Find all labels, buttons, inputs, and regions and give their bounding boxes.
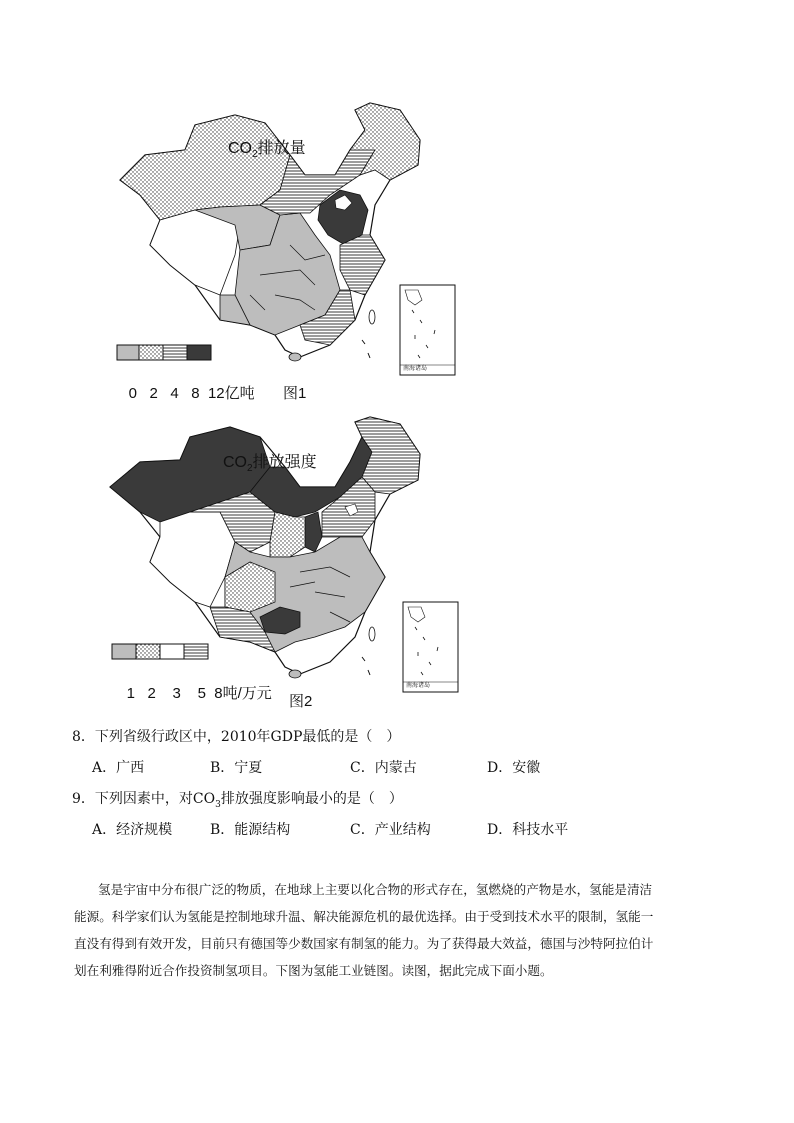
legend-box-2 <box>139 345 163 360</box>
legend-box-1 <box>117 345 139 360</box>
legend-tick-2: 4 <box>170 385 179 402</box>
passage-line-1: 氢是宇宙中分布很广泛的物质，在地球上主要以化合物的形式存在，氢燃烧的产物是水，氢能是清洁 <box>98 882 653 897</box>
legend-tick-3: 5 <box>197 685 206 702</box>
question-9-stem-sub: 3 <box>215 799 221 810</box>
question-9-option-d[interactable]: D．科技水平 <box>487 822 569 838</box>
inset-label: 南海诸岛 <box>406 682 431 689</box>
title-subscript: 2 <box>247 463 253 475</box>
question-8-option-d[interactable]: D．安徽 <box>487 760 541 776</box>
island-hainan <box>289 353 301 361</box>
passage-line-3: 直没有得到有效开发，目前只有德国等少数国家有制氢的能力。为了获得最大效益，德国与沙特阿拉伯计 <box>74 936 654 951</box>
island-hainan <box>289 670 301 678</box>
question-8-option-b[interactable]: B．宁夏 <box>210 760 263 776</box>
title-rest: 排放强度 <box>252 454 317 471</box>
island-taiwan <box>369 310 375 324</box>
legend-tick-2: 3 <box>172 685 181 702</box>
island-taiwan <box>369 627 375 641</box>
legend-tick-1: 2 <box>147 685 156 702</box>
question-8-stem: 8．下列省级行政区中，2010年GDP最低的是（ ） <box>72 729 401 745</box>
question-8-option-a[interactable]: A．广西 <box>92 760 145 776</box>
figure-2-co2-intensity-map <box>100 412 480 702</box>
legend-box-1 <box>112 644 136 659</box>
question-9-option-b[interactable]: B．能源结构 <box>210 822 291 838</box>
inset-label: 南海诸岛 <box>403 365 428 372</box>
legend-box-4 <box>163 345 187 360</box>
question-9-stem-post: 排放强度影响最小的是（ ） <box>220 791 403 807</box>
title-rest: 排放量 <box>257 140 306 157</box>
passage-line-2: 能源。科学家们认为氢能是控制地球升温、解决能源危机的最优选择。由于受到技术水平的限制，氢能一 <box>74 909 654 924</box>
legend-box-5 <box>187 345 211 360</box>
question-9-option-c[interactable]: C．产业结构 <box>350 822 431 838</box>
legend-tick-3: 8 <box>191 385 200 402</box>
legend-tick-4: 8吨/万元 <box>214 685 272 702</box>
legend-box-2 <box>136 644 160 659</box>
question-9-stem-pre: 9．下列因素中，对CO <box>72 791 216 807</box>
question-8-option-c[interactable]: C．内蒙古 <box>350 760 417 776</box>
figure-2-title <box>223 449 317 474</box>
question-9-option-a[interactable]: A．经济规模 <box>92 822 173 838</box>
legend-ticks <box>110 665 272 720</box>
title-subscript: 2 <box>252 149 258 161</box>
legend-tick-0: 1 <box>126 685 136 702</box>
title-co: CO <box>228 140 252 157</box>
passage-line-4: 划在利雅得附近合作投资制氢项目。下图为氢能工业链图。读图，据此完成下面小题。 <box>74 963 553 978</box>
legend-tick-1: 2 <box>149 385 158 402</box>
region-north-central <box>270 512 305 557</box>
legend-box-3 <box>160 644 184 659</box>
figure-2-caption: 图2 <box>289 693 313 710</box>
legend-tick-4: 12亿吨 <box>207 385 255 402</box>
legend-tick-0: 0 <box>128 385 138 402</box>
figure-1-caption: 图1 <box>283 385 307 402</box>
title-co: CO <box>223 454 247 471</box>
figure-1-title <box>228 135 306 160</box>
question-9-stem <box>72 788 403 810</box>
